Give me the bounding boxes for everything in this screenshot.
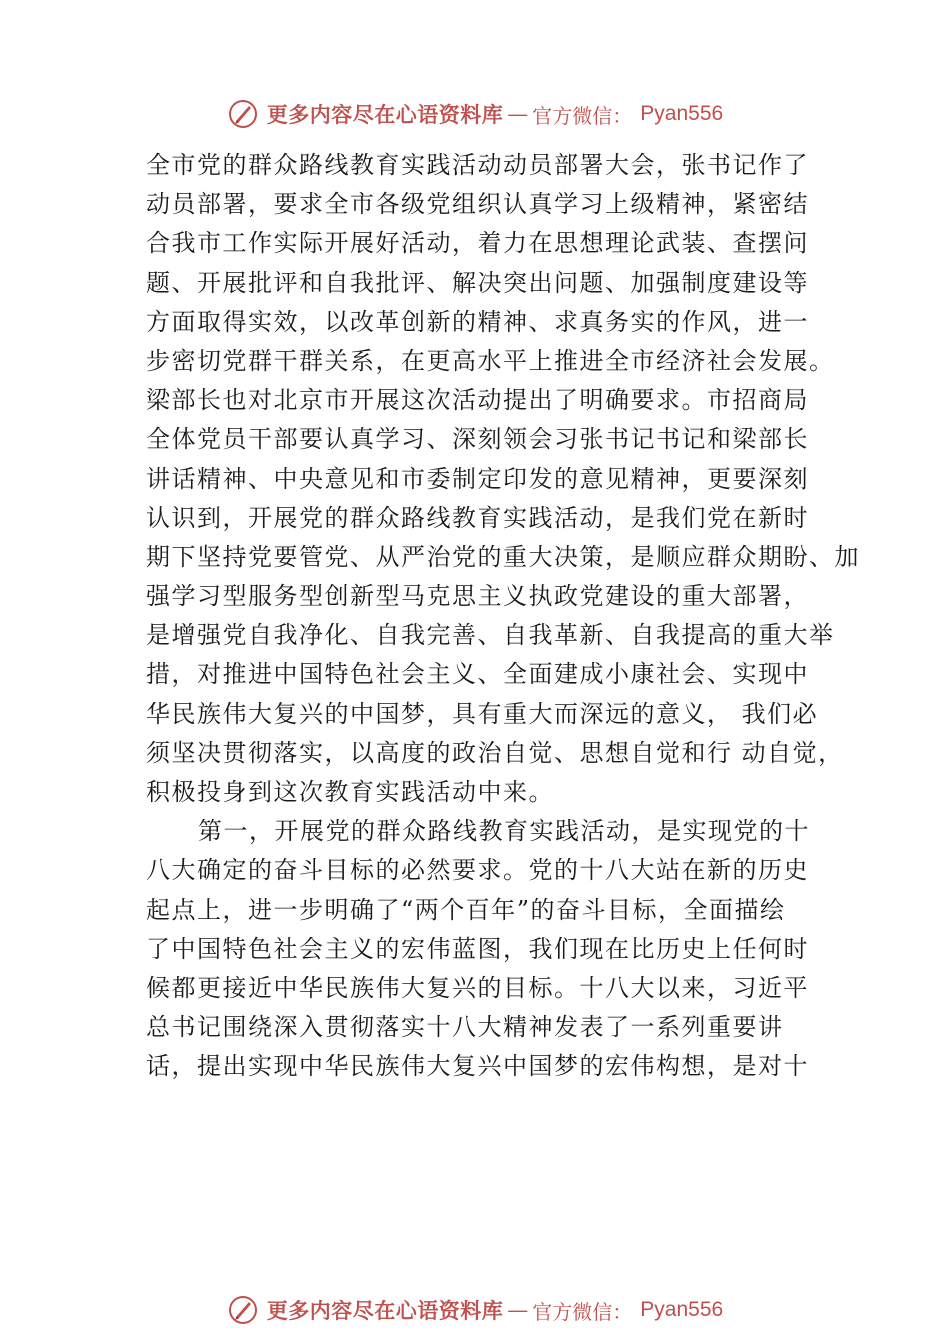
- text-line: 措，对推进中国特色社会主义、全面建成小康社会、实现中: [146, 660, 809, 689]
- text-line: 八大确定的奋斗目标的必然要求。党的十八大站在新的历史: [146, 856, 809, 885]
- text-line: 讲话精神、中央意见和市委制定印发的意见精神，更要深刻: [146, 464, 809, 493]
- footer-dash: —: [507, 1298, 529, 1322]
- text-line: 步密切党群干群关系，在更高水平上推进全市经济社会发展。: [146, 346, 835, 375]
- footer-contact-label: 官方微信：: [532, 1299, 633, 1324]
- text-line: 期下坚持党要管党、从严治党的重大决策，是顺应群众期盼、加: [146, 542, 860, 571]
- text-line: 题、开展批评和自我批评、解决突出问题、加强制度建设等: [146, 268, 809, 297]
- banner-contact-label: 官方微信：: [532, 103, 633, 128]
- banner-dash: —: [507, 102, 529, 126]
- text-line: 全体党员干部要认真学习、深刻领会习张书记书记和梁部长: [146, 425, 809, 454]
- banner-title: 更多内容尽在心语资料库: [266, 102, 504, 127]
- banner-wechat-handle: Pyan556: [640, 102, 724, 125]
- paragraph-first-line: 第一，开展党的群众路线教育实践活动，是实现党的十: [198, 817, 810, 846]
- quill-pen-icon: [227, 98, 259, 130]
- footer-banner: [0, 1290, 950, 1330]
- text-line: 起点上，进一步明确了“两个百年”的奋斗目标，全面描绘: [146, 895, 786, 924]
- text-line: 动员部署，要求全市各级党组织认真学习上级精神，紧密结: [146, 190, 809, 219]
- text-line: 全市党的群众路线教育实践活动动员部署大会，张书记作了: [146, 151, 809, 179]
- text-line: 强学习型服务型创新型马克思主义执政党建设的重大部署，: [146, 582, 809, 611]
- text-line: 话，提出实现中华民族伟大复兴中国梦的宏伟构想，是对十: [146, 1052, 809, 1081]
- text-line: 是增强党自我净化、自我完善、自我革新、自我提高的重大举: [146, 621, 835, 650]
- document-body: [146, 146, 860, 1087]
- text-line: 梁部长也对北京市开展这次活动提出了明确要求。市招商局: [146, 386, 809, 415]
- text-line: 须坚决贯彻落实，以高度的政治自觉、思想自觉和行 动自觉，: [146, 738, 844, 767]
- text-line: 认识到，开展党的群众路线教育实践活动，是我们党在新时: [146, 503, 809, 532]
- text-line: 华民族伟大复兴的中国梦，具有重大而深远的意义， 我们必: [146, 699, 819, 728]
- footer-title: 更多内容尽在心语资料库: [266, 1298, 504, 1323]
- header-banner: [0, 94, 950, 134]
- text-line: 总书记围绕深入贯彻落实十八大精神发表了一系列重要讲: [146, 1013, 784, 1042]
- text-line: 积极投身到这次教育实践活动中来。: [146, 778, 554, 806]
- text-line: 合我市工作实际开展好活动，着力在思想理论武装、查摆问: [146, 229, 809, 258]
- footer-wechat-handle: Pyan556: [640, 1298, 724, 1321]
- text-line: 候都更接近中华民族伟大复兴的目标。十八大以来，习近平: [146, 973, 809, 1002]
- quill-pen-icon: [227, 1294, 259, 1326]
- text-line: 方面取得实效，以改革创新的精神、求真务实的作风，进一: [146, 307, 809, 336]
- text-line: 了中国特色社会主义的宏伟蓝图，我们现在比历史上任何时: [146, 934, 809, 963]
